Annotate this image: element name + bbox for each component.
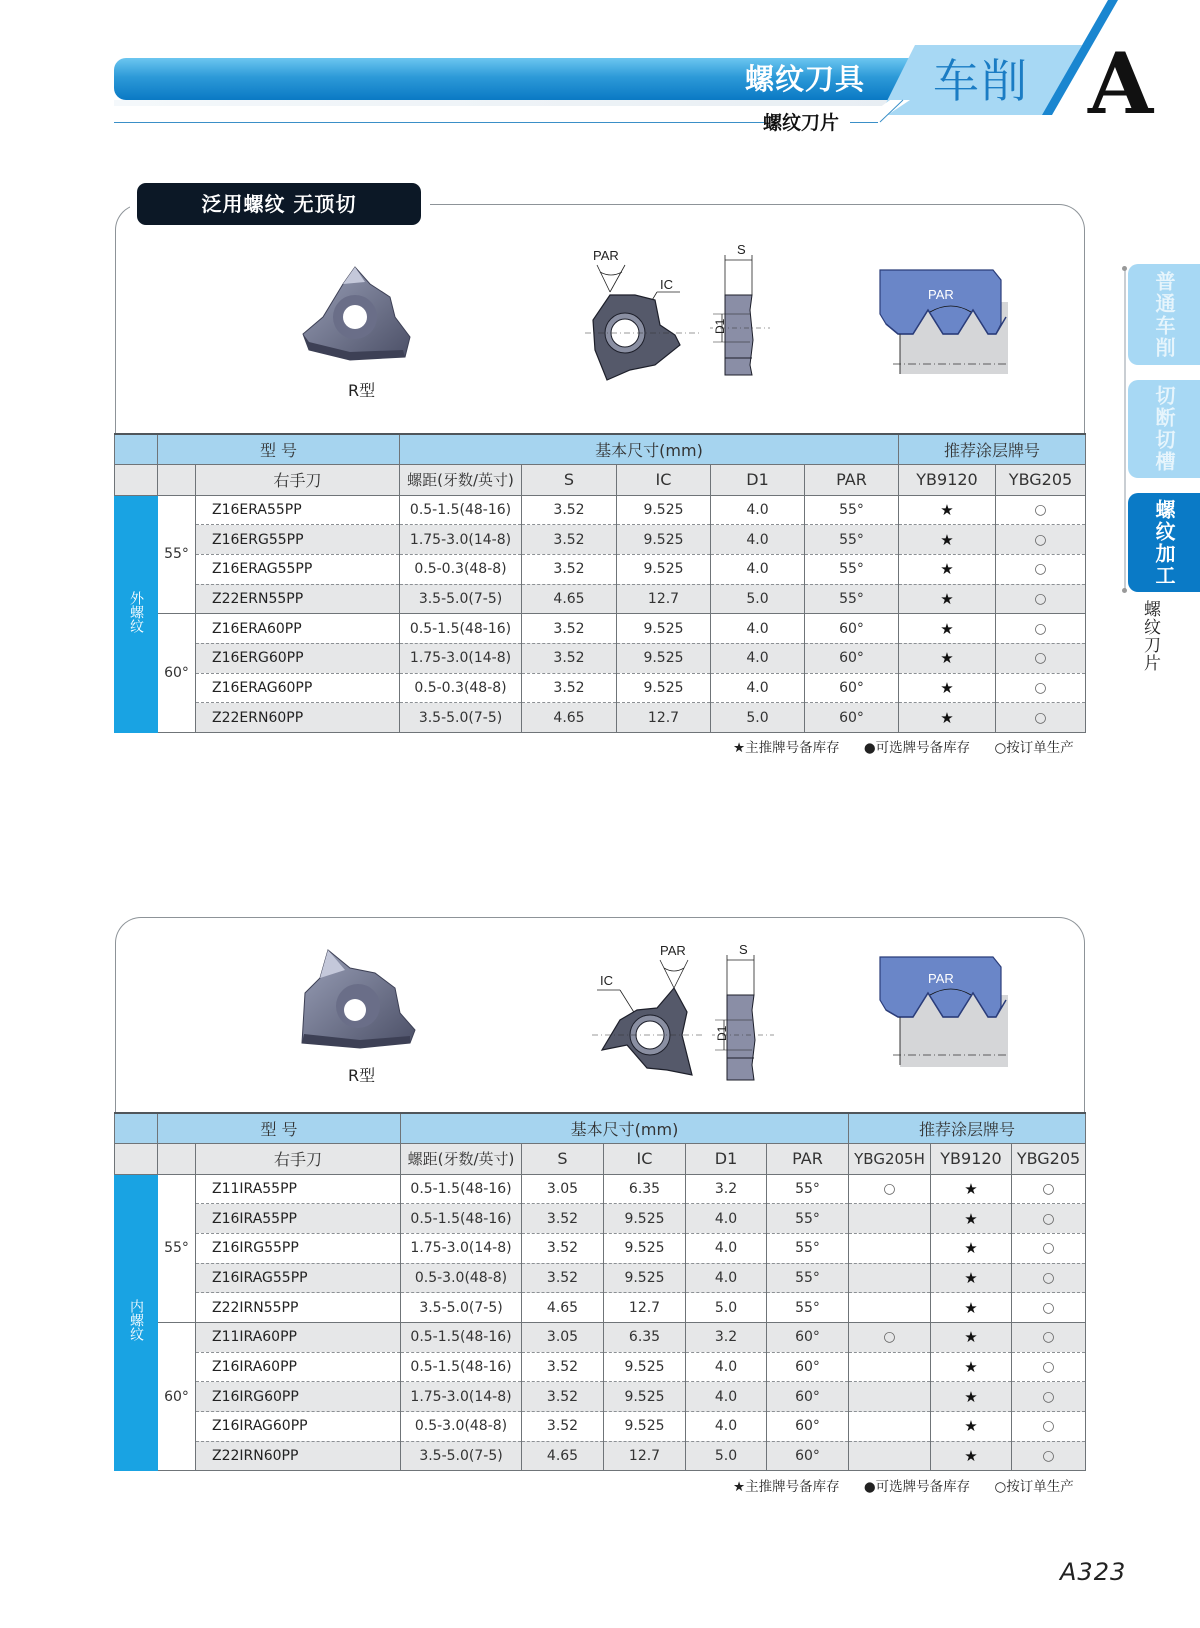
ic-cell: 9.525 [604, 1204, 686, 1234]
model-cell: Z11IRA55PP [196, 1174, 401, 1204]
table-row [115, 1174, 1086, 1204]
legend-item: ★主推牌号备库存 [733, 1479, 840, 1495]
s-cell: 3.05 [522, 1174, 604, 1204]
table-row [115, 584, 1086, 614]
header-blank [158, 464, 196, 495]
model-cell: Z16IRG55PP [196, 1233, 401, 1263]
ic-cell: 9.525 [617, 614, 711, 644]
star-icon: ★ [940, 500, 954, 519]
grade-cell-ybg205 [1012, 1322, 1086, 1352]
model-cell: Z22ERN60PP [196, 703, 400, 733]
pitch-cell: 0.5-1.5(48-16) [401, 1322, 522, 1352]
star-icon: ★ [940, 649, 954, 668]
circle-icon: ○ [1042, 1299, 1055, 1316]
model-cell: Z11IRA60PP [196, 1322, 401, 1352]
insert-caption: R型 [348, 1066, 376, 1085]
ic-cell: 9.525 [617, 495, 711, 525]
ic-cell: 9.525 [617, 525, 711, 555]
ic-cell: 6.35 [604, 1322, 686, 1352]
table-row [115, 1412, 1086, 1442]
grade-cell-yb9120 [931, 1204, 1012, 1234]
d1-cell: 4.0 [711, 495, 805, 525]
grade-cell-ybg205 [1012, 1441, 1086, 1471]
pitch-cell: 0.5-0.3(48-8) [400, 554, 522, 584]
circle-icon: ○ [1042, 1240, 1055, 1257]
header-title: 螺纹刀具 [745, 62, 866, 96]
s-cell: 3.52 [522, 614, 617, 644]
grade-cell-ybg205 [996, 673, 1086, 703]
star-icon: ★ [964, 1298, 978, 1317]
par-cell: 55° [767, 1293, 849, 1323]
par-cell: 60° [767, 1441, 849, 1471]
par-cell: 55° [767, 1174, 849, 1204]
header-blank [158, 1143, 196, 1174]
thread-angle-label: 60° [158, 1322, 196, 1470]
par-cell: 60° [805, 614, 899, 644]
s-cell: 4.65 [522, 584, 617, 614]
d1-cell: 5.0 [686, 1441, 767, 1471]
model-cell: Z16ERG60PP [196, 643, 400, 673]
header-category: 车削 [933, 54, 1029, 108]
grade-cell-ybg205h [849, 1263, 931, 1293]
d1-cell: 4.0 [711, 673, 805, 703]
col-header: S [522, 464, 617, 495]
grade-cell-yb9120 [899, 525, 996, 555]
s-cell: 3.52 [522, 643, 617, 673]
side-tab-label: 普通车削 [1152, 270, 1176, 359]
circle-icon: ○ [1042, 1329, 1055, 1346]
insert-top-view-diagram-icon [592, 940, 702, 1090]
star-icon: ★ [940, 589, 954, 608]
star-icon: ★ [940, 678, 954, 697]
ic-cell: 12.7 [617, 703, 711, 733]
model-cell: Z16IRAG60PP [196, 1412, 401, 1442]
star-icon: ★ [964, 1387, 978, 1406]
s-cell: 3.52 [522, 554, 617, 584]
model-cell: Z16ERA60PP [196, 614, 400, 644]
table-row [115, 525, 1086, 555]
circle-icon: ○ [1034, 531, 1047, 548]
side-nav-rail-dot [1122, 266, 1127, 271]
svg-text:D1: D1 [715, 1025, 729, 1041]
model-cell: Z16IRA60PP [196, 1352, 401, 1382]
ic-cell: 9.525 [604, 1412, 686, 1442]
col-header: 螺距(牙数/英寸) [401, 1143, 522, 1174]
ic-cell: 9.525 [617, 554, 711, 584]
col-header: 右手刀 [196, 1143, 401, 1174]
d1-cell: 4.0 [686, 1412, 767, 1442]
grade-cell-yb9120 [931, 1352, 1012, 1382]
d1-cell: 4.0 [711, 554, 805, 584]
star-icon: ★ [940, 708, 954, 727]
star-icon: ★ [964, 1328, 978, 1347]
col-header: 螺距(牙数/英寸) [400, 464, 522, 495]
d1-cell: 3.2 [686, 1322, 767, 1352]
par-cell: 60° [767, 1412, 849, 1442]
s-cell: 3.52 [522, 525, 617, 555]
table-row [115, 1293, 1086, 1323]
par-cell: 55° [805, 554, 899, 584]
grade-cell-ybg205h [849, 1174, 931, 1204]
par-cell: 55° [805, 525, 899, 555]
grade-cell-yb9120 [931, 1293, 1012, 1323]
table-row [115, 673, 1086, 703]
grade-cell-yb9120 [899, 643, 996, 673]
grade-cell-ybg205h [849, 1322, 931, 1352]
side-nav-rail [1124, 268, 1126, 590]
circle-icon: ○ [883, 1180, 896, 1197]
thread-type-label: 外螺纹 [115, 495, 158, 733]
par-cell: 55° [805, 584, 899, 614]
header-subtitle: 螺纹刀片 [763, 112, 840, 134]
circle-icon: ○ [1042, 1448, 1055, 1465]
d1-cell: 5.0 [711, 703, 805, 733]
d1-cell: 4.0 [686, 1263, 767, 1293]
svg-text:PAR: PAR [660, 943, 686, 958]
circle-icon: ○ [1042, 1358, 1055, 1375]
circle-icon: ○ [883, 1329, 896, 1346]
d1-cell: 4.0 [686, 1352, 767, 1382]
pitch-cell: 0.5-3.0(48-8) [401, 1412, 522, 1442]
col-header: S [522, 1143, 604, 1174]
grade-cell-ybg205 [996, 495, 1086, 525]
table-row [115, 614, 1086, 644]
col-header: IC [604, 1143, 686, 1174]
col-header: YBG205H [849, 1143, 931, 1174]
section-letter: A [1088, 34, 1154, 133]
circle-icon: ○ [1034, 709, 1047, 726]
pitch-cell: 3.5-5.0(7-5) [401, 1293, 522, 1323]
side-nav-sublabel: 螺纹刀片 [1140, 600, 1160, 672]
table-row [115, 703, 1086, 733]
par-cell: 55° [767, 1263, 849, 1293]
ic-cell: 9.525 [604, 1233, 686, 1263]
table-row [115, 1441, 1086, 1471]
s-cell: 3.52 [522, 673, 617, 703]
table-row [115, 495, 1086, 525]
pitch-cell: 3.5-5.0(7-5) [401, 1441, 522, 1471]
pitch-cell: 0.5-1.5(48-16) [401, 1352, 522, 1382]
par-cell: 60° [805, 673, 899, 703]
side-nav-rail-dot [1122, 588, 1127, 593]
ic-cell: 9.525 [604, 1382, 686, 1412]
model-cell: Z16IRAG55PP [196, 1263, 401, 1293]
circle-icon: ○ [1042, 1418, 1055, 1435]
grade-cell-ybg205 [1012, 1412, 1086, 1442]
grade-cell-ybg205h [849, 1412, 931, 1442]
ic-cell: 12.7 [604, 1293, 686, 1323]
insert-side-view-diagram-icon [712, 940, 782, 1090]
spec-table-external [114, 433, 1086, 733]
model-cell: Z22IRN55PP [196, 1293, 401, 1323]
d1-cell: 4.0 [711, 614, 805, 644]
s-cell: 4.65 [522, 1441, 604, 1471]
pitch-cell: 0.5-1.5(48-16) [401, 1204, 522, 1234]
par-cell: 60° [767, 1322, 849, 1352]
grade-cell-ybg205 [996, 614, 1086, 644]
legend-item: ●可选牌号备库存 [863, 1479, 971, 1495]
pitch-cell: 1.75-3.0(14-8) [400, 525, 522, 555]
section-label: 泛用螺纹 无顶切 [137, 183, 421, 225]
grade-cell-yb9120 [899, 614, 996, 644]
d1-cell: 3.2 [686, 1174, 767, 1204]
col-header: PAR [767, 1143, 849, 1174]
circle-icon: ○ [1042, 1269, 1055, 1286]
s-cell: 3.52 [522, 1233, 604, 1263]
model-cell: Z16IRA55PP [196, 1204, 401, 1234]
svg-text:IC: IC [660, 277, 673, 292]
legend-external [733, 736, 1074, 756]
col-header: D1 [686, 1143, 767, 1174]
grade-cell-ybg205h [849, 1204, 931, 1234]
model-cell: Z22IRN60PP [196, 1441, 401, 1471]
circle-icon: ○ [1034, 679, 1047, 696]
star-icon: ★ [964, 1417, 978, 1436]
grade-cell-ybg205 [1012, 1174, 1086, 1204]
table-row [115, 1204, 1086, 1234]
d1-cell: 5.0 [686, 1293, 767, 1323]
star-icon: ★ [964, 1239, 978, 1258]
grade-cell-yb9120 [899, 703, 996, 733]
pitch-cell: 1.75-3.0(14-8) [401, 1382, 522, 1412]
header-dimensions-group: 基本尺寸(mm) [401, 1113, 849, 1143]
insert-top-view-diagram-icon [585, 240, 700, 390]
star-icon: ★ [940, 619, 954, 638]
grade-cell-ybg205 [1012, 1204, 1086, 1234]
grade-cell-yb9120 [931, 1412, 1012, 1442]
insert-photo-icon [295, 262, 420, 367]
star-icon: ★ [940, 530, 954, 549]
star-icon: ★ [964, 1447, 978, 1466]
grade-cell-ybg205 [996, 525, 1086, 555]
side-tab-label: 螺纹加工 [1152, 498, 1176, 587]
circle-icon: ○ [1034, 590, 1047, 607]
d1-cell: 4.0 [686, 1382, 767, 1412]
header-grades-group: 推荐涂层牌号 [899, 434, 1086, 464]
col-header: IC [617, 464, 711, 495]
grade-cell-yb9120 [931, 1233, 1012, 1263]
s-cell: 3.05 [522, 1322, 604, 1352]
circle-icon: ○ [1034, 501, 1047, 518]
star-icon: ★ [964, 1268, 978, 1287]
side-tab-label: 切断切槽 [1152, 385, 1176, 473]
svg-text:IC: IC [600, 973, 613, 988]
grade-cell-yb9120 [899, 554, 996, 584]
model-cell: Z16ERG55PP [196, 525, 400, 555]
par-cell: 60° [767, 1382, 849, 1412]
grade-cell-ybg205 [1012, 1293, 1086, 1323]
star-icon: ★ [940, 560, 954, 579]
header-model-group: 型 号 [158, 1113, 401, 1143]
par-cell: 55° [767, 1233, 849, 1263]
s-cell: 3.52 [522, 495, 617, 525]
side-tab-parting-grooving[interactable] [1128, 380, 1200, 478]
pitch-cell: 3.5-5.0(7-5) [400, 703, 522, 733]
s-cell: 4.65 [522, 1293, 604, 1323]
table-row [115, 1263, 1086, 1293]
svg-text:S: S [737, 242, 746, 257]
s-cell: 4.65 [522, 703, 617, 733]
ic-cell: 12.7 [617, 584, 711, 614]
col-header: YB9120 [899, 464, 996, 495]
table-row [115, 554, 1086, 584]
grade-cell-ybg205h [849, 1233, 931, 1263]
par-cell: 55° [767, 1204, 849, 1234]
legend-item: ○按订单生产 [994, 1479, 1074, 1495]
star-icon: ★ [964, 1179, 978, 1198]
grade-cell-yb9120 [899, 584, 996, 614]
grade-cell-ybg205 [996, 703, 1086, 733]
ic-cell: 9.525 [604, 1263, 686, 1293]
grade-cell-ybg205 [1012, 1382, 1086, 1412]
s-cell: 3.52 [522, 1263, 604, 1293]
grade-cell-ybg205h [849, 1352, 931, 1382]
thread-angle-label: 55° [158, 1174, 196, 1322]
model-cell: Z16ERA55PP [196, 495, 400, 525]
grade-cell-ybg205 [1012, 1352, 1086, 1382]
header-dimensions-group: 基本尺寸(mm) [400, 434, 899, 464]
grade-cell-yb9120 [931, 1322, 1012, 1352]
par-cell: 60° [767, 1352, 849, 1382]
legend-internal [733, 1475, 1074, 1495]
d1-cell: 4.0 [711, 525, 805, 555]
grade-cell-ybg205 [996, 554, 1086, 584]
thread-profile-diagram-icon [878, 262, 1008, 377]
header-model-group: 型 号 [158, 434, 400, 464]
table-row [115, 1322, 1086, 1352]
grade-cell-ybg205 [996, 584, 1086, 614]
svg-text:PAR: PAR [928, 971, 954, 986]
legend-item: ★主推牌号备库存 [733, 740, 840, 756]
grade-cell-ybg205h [849, 1293, 931, 1323]
ic-cell: 6.35 [604, 1174, 686, 1204]
table-row [115, 1382, 1086, 1412]
col-header: YBG205 [1012, 1143, 1086, 1174]
model-cell: Z16ERAG55PP [196, 554, 400, 584]
grade-cell-ybg205 [996, 643, 1086, 673]
par-cell: 55° [805, 495, 899, 525]
svg-text:PAR: PAR [928, 287, 954, 302]
grade-cell-yb9120 [931, 1263, 1012, 1293]
header-blank [115, 464, 158, 495]
grade-cell-ybg205 [1012, 1233, 1086, 1263]
pitch-cell: 1.75-3.0(14-8) [401, 1233, 522, 1263]
pitch-cell: 0.5-0.3(48-8) [400, 673, 522, 703]
header-blank [115, 1143, 158, 1174]
pitch-cell: 0.5-1.5(48-16) [400, 495, 522, 525]
star-icon: ★ [964, 1357, 978, 1376]
d1-cell: 4.0 [686, 1204, 767, 1234]
s-cell: 3.52 [522, 1204, 604, 1234]
ic-cell: 9.525 [604, 1352, 686, 1382]
s-cell: 3.52 [522, 1382, 604, 1412]
star-icon: ★ [964, 1209, 978, 1228]
model-cell: Z16ERAG60PP [196, 673, 400, 703]
table-row [115, 1233, 1086, 1263]
circle-icon: ○ [1042, 1180, 1055, 1197]
pitch-cell: 3.5-5.0(7-5) [400, 584, 522, 614]
insert-side-view-diagram-icon [710, 240, 780, 390]
par-label: PAR [593, 248, 619, 263]
svg-text:S: S [739, 942, 748, 957]
grade-cell-yb9120 [931, 1441, 1012, 1471]
circle-icon: ○ [1042, 1210, 1055, 1227]
s-cell: 3.52 [522, 1352, 604, 1382]
spec-table-internal [114, 1112, 1086, 1471]
side-tab-threading[interactable] [1128, 493, 1200, 592]
header-blank [115, 434, 158, 464]
grade-cell-yb9120 [931, 1382, 1012, 1412]
grade-cell-yb9120 [899, 495, 996, 525]
ic-cell: 9.525 [617, 643, 711, 673]
circle-icon: ○ [1034, 620, 1047, 637]
col-header: YB9120 [931, 1143, 1012, 1174]
d1-cell: 5.0 [711, 584, 805, 614]
thread-angle-label: 60° [158, 614, 196, 733]
s-cell: 3.52 [522, 1412, 604, 1442]
col-header: 右手刀 [196, 464, 400, 495]
circle-icon: ○ [1042, 1388, 1055, 1405]
table-row [115, 643, 1086, 673]
d1-cell: 4.0 [686, 1233, 767, 1263]
insert-caption: R型 [348, 381, 376, 400]
model-cell: Z22ERN55PP [196, 584, 400, 614]
pitch-cell: 0.5-3.0(48-8) [401, 1263, 522, 1293]
circle-icon: ○ [1034, 650, 1047, 667]
grade-cell-ybg205h [849, 1441, 931, 1471]
col-header: YBG205 [996, 464, 1086, 495]
col-header: D1 [711, 464, 805, 495]
par-cell: 60° [805, 703, 899, 733]
grade-cell-ybg205 [1012, 1263, 1086, 1293]
grade-cell-ybg205h [849, 1382, 931, 1412]
circle-icon: ○ [1034, 561, 1047, 578]
col-header: PAR [805, 464, 899, 495]
legend-item: ○按订单生产 [994, 740, 1074, 756]
thread-profile-diagram-icon [878, 955, 1008, 1070]
header-blank [115, 1113, 158, 1143]
pitch-cell: 0.5-1.5(48-16) [401, 1174, 522, 1204]
pitch-cell: 1.75-3.0(14-8) [400, 643, 522, 673]
side-tab-general-turning[interactable] [1128, 264, 1200, 365]
model-cell: Z16IRG60PP [196, 1382, 401, 1412]
thread-type-label: 内螺纹 [115, 1174, 158, 1471]
legend-item: ●可选牌号备库存 [863, 740, 971, 756]
pitch-cell: 0.5-1.5(48-16) [400, 614, 522, 644]
par-cell: 60° [805, 643, 899, 673]
insert-photo-icon [300, 948, 420, 1058]
ic-cell: 9.525 [617, 673, 711, 703]
d1-cell: 4.0 [711, 643, 805, 673]
ic-cell: 12.7 [604, 1441, 686, 1471]
table-row [115, 1352, 1086, 1382]
page-number: A323 [1060, 1558, 1127, 1586]
thread-angle-label: 55° [158, 495, 196, 614]
svg-text:D1: D1 [713, 318, 727, 334]
header-grades-group: 推荐涂层牌号 [849, 1113, 1086, 1143]
grade-cell-yb9120 [899, 673, 996, 703]
grade-cell-yb9120 [931, 1174, 1012, 1204]
